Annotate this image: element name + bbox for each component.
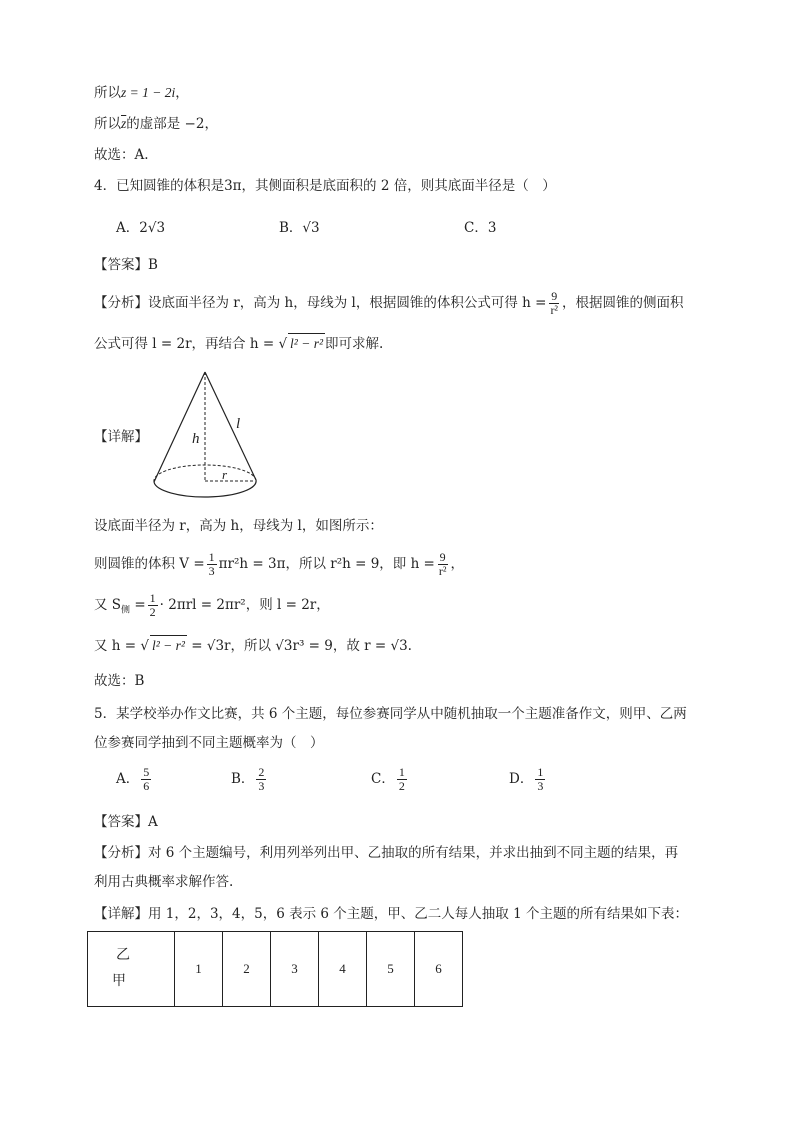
sqrt-icon: √ bbox=[140, 638, 149, 654]
numerator: 1 bbox=[537, 765, 544, 779]
text: 则圆锥的体积 V = bbox=[94, 556, 205, 572]
text: 对 6 个主题编号，利用列举列出甲、乙抽取的所有结果，并求出抽到不同主题的结果，再 bbox=[148, 845, 679, 861]
table-header-cell: 5 bbox=[367, 932, 415, 1007]
analysis-4-line2 bbox=[94, 333, 383, 354]
text: 故选：A. bbox=[94, 147, 149, 163]
fraction-d bbox=[535, 766, 545, 793]
text: 故选：B bbox=[94, 673, 145, 689]
text: 即可求解. bbox=[325, 336, 384, 352]
text: · 2πrl = 2πr²，则 l = 2r， bbox=[159, 597, 330, 613]
denominator: r² bbox=[438, 564, 447, 578]
fraction-half bbox=[148, 592, 158, 619]
subscript: 侧 bbox=[121, 605, 131, 616]
table-header-cell: 6 bbox=[415, 932, 463, 1007]
text: 公式可得 l = 2r，再结合 h = bbox=[94, 336, 275, 352]
table-row bbox=[88, 932, 463, 1007]
answer-5 bbox=[94, 812, 158, 832]
fraction-h2 bbox=[437, 551, 449, 578]
option-c: C．3 bbox=[464, 220, 497, 236]
denominator: 3 bbox=[208, 564, 215, 578]
numerator: 9 bbox=[551, 289, 558, 303]
analysis-5-line1 bbox=[94, 843, 678, 863]
table-corner-cell bbox=[88, 932, 175, 1007]
text: ，根据圆锥的侧面积 bbox=[562, 295, 684, 311]
cone-left-edge bbox=[154, 372, 205, 482]
text: 又 S bbox=[94, 597, 122, 613]
text: ， bbox=[175, 85, 189, 101]
numerator: 2 bbox=[258, 765, 265, 779]
text: 的虚部是 −2， bbox=[126, 116, 218, 132]
label-r: r bbox=[222, 467, 228, 482]
option-a: A．2√3 bbox=[116, 220, 166, 236]
sqrt-expression: l² − r² bbox=[150, 635, 187, 656]
select-4 bbox=[94, 671, 144, 691]
denominator: 3 bbox=[537, 779, 544, 793]
question-text: 4．已知圆锥的体积是3π，其侧面积是底面积的 2 倍，则其底面半径是（ ） bbox=[94, 178, 556, 194]
fraction-a bbox=[141, 766, 151, 793]
numerator: 1 bbox=[398, 765, 405, 779]
option-5-d bbox=[509, 766, 547, 793]
denominator: 2 bbox=[398, 779, 405, 793]
question-text: 5．某学校举办作文比赛，共 6 个主题，每位参赛同学从中随机抽取一个主题准备作文，则甲、乙两 bbox=[94, 706, 687, 722]
detail-4-line3 bbox=[94, 592, 330, 621]
conjugate-expression: z = 1 − 2i bbox=[121, 85, 176, 100]
results-table bbox=[87, 931, 463, 1007]
analysis-4-line1 bbox=[94, 290, 684, 317]
table-header-cell: 3 bbox=[271, 932, 319, 1007]
question-text: 位参赛同学抽到不同主题概率为（ ） bbox=[94, 735, 324, 751]
detail-tag: 【详解】 bbox=[94, 906, 148, 922]
option-label: D． bbox=[509, 771, 534, 787]
answer-value: A bbox=[148, 814, 158, 830]
fraction-b bbox=[256, 766, 266, 793]
answer-value: B bbox=[148, 257, 158, 273]
analysis-tag: 【分析】 bbox=[94, 295, 148, 311]
denominator: 2 bbox=[149, 605, 156, 619]
table-header-cell: 4 bbox=[319, 932, 367, 1007]
fraction-third bbox=[207, 551, 217, 578]
analysis-5-line2 bbox=[94, 872, 233, 892]
answer-4 bbox=[94, 255, 158, 275]
option-label: C． bbox=[371, 771, 395, 787]
numerator: 1 bbox=[149, 591, 156, 605]
corner-label-jia: 甲 bbox=[112, 974, 126, 989]
option-5-a bbox=[116, 766, 153, 793]
denominator: r² bbox=[550, 303, 559, 317]
text: 所以 bbox=[94, 85, 121, 101]
line-imag-part bbox=[94, 114, 218, 134]
line-conjugate bbox=[94, 83, 189, 103]
detail-tag: 【详解】 bbox=[94, 429, 148, 445]
numerator: 9 bbox=[439, 550, 446, 564]
denominator: 6 bbox=[143, 779, 150, 793]
option-5-c bbox=[371, 766, 409, 793]
answer-tag: 【答案】 bbox=[94, 257, 148, 273]
sqrt-expression: l² − r² bbox=[288, 333, 325, 354]
text: πr²h = 3π，所以 r²h = 9，即 h = bbox=[218, 556, 435, 572]
question-5-line2 bbox=[94, 733, 324, 753]
question-4 bbox=[94, 176, 556, 196]
corner-label-yi: 乙 bbox=[116, 948, 130, 963]
numerator: 5 bbox=[143, 765, 150, 779]
label-h: h bbox=[192, 431, 200, 447]
question-5-line1 bbox=[94, 704, 687, 724]
detail-4-tag bbox=[94, 427, 148, 447]
text: 又 h = bbox=[94, 638, 137, 654]
detail-4-line4 bbox=[94, 635, 412, 656]
label-l: l bbox=[236, 416, 241, 432]
table-header-cell: 2 bbox=[223, 932, 271, 1007]
detail-4-line1 bbox=[94, 516, 383, 536]
analysis-tag: 【分析】 bbox=[94, 845, 148, 861]
fraction-h bbox=[548, 290, 560, 317]
text: ， bbox=[450, 556, 464, 572]
option-5-b bbox=[231, 766, 268, 793]
text: 利用古典概率求解作答. bbox=[94, 874, 234, 890]
text: 用 1，2，3，4，5，6 表示 6 个主题，甲、乙二人每人抽取 1 个主题的所有结果如下表： bbox=[148, 906, 688, 922]
option-b: B．√3 bbox=[279, 220, 320, 236]
cone-right-edge bbox=[205, 372, 256, 480]
text: 所以 bbox=[94, 116, 121, 132]
fraction-c bbox=[397, 766, 407, 793]
table-header-cell: 1 bbox=[175, 932, 223, 1007]
cone-figure bbox=[148, 368, 264, 502]
text: 设底面半径为 r，高为 h，母线为 l，根据圆锥的体积公式可得 h = bbox=[148, 295, 547, 311]
detail-4-line2 bbox=[94, 551, 464, 578]
answer-tag: 【答案】 bbox=[94, 814, 148, 830]
detail-5-line1 bbox=[94, 904, 688, 924]
text: = bbox=[134, 597, 146, 613]
conjugate-z: $\overline{z}$ bbox=[121, 116, 127, 131]
line-select-a bbox=[94, 145, 149, 165]
text: 设底面半径为 r，高为 h，母线为 l，如图所示： bbox=[94, 518, 383, 534]
option-label: A． bbox=[116, 771, 140, 787]
sqrt-icon: √ bbox=[278, 336, 288, 352]
numerator: 1 bbox=[208, 550, 215, 564]
denominator: 3 bbox=[258, 779, 265, 793]
option-label: B． bbox=[231, 771, 255, 787]
text: = √3r，所以 √3r³ = 9，故 r = √3. bbox=[191, 638, 412, 654]
cone-base-front bbox=[154, 480, 256, 497]
